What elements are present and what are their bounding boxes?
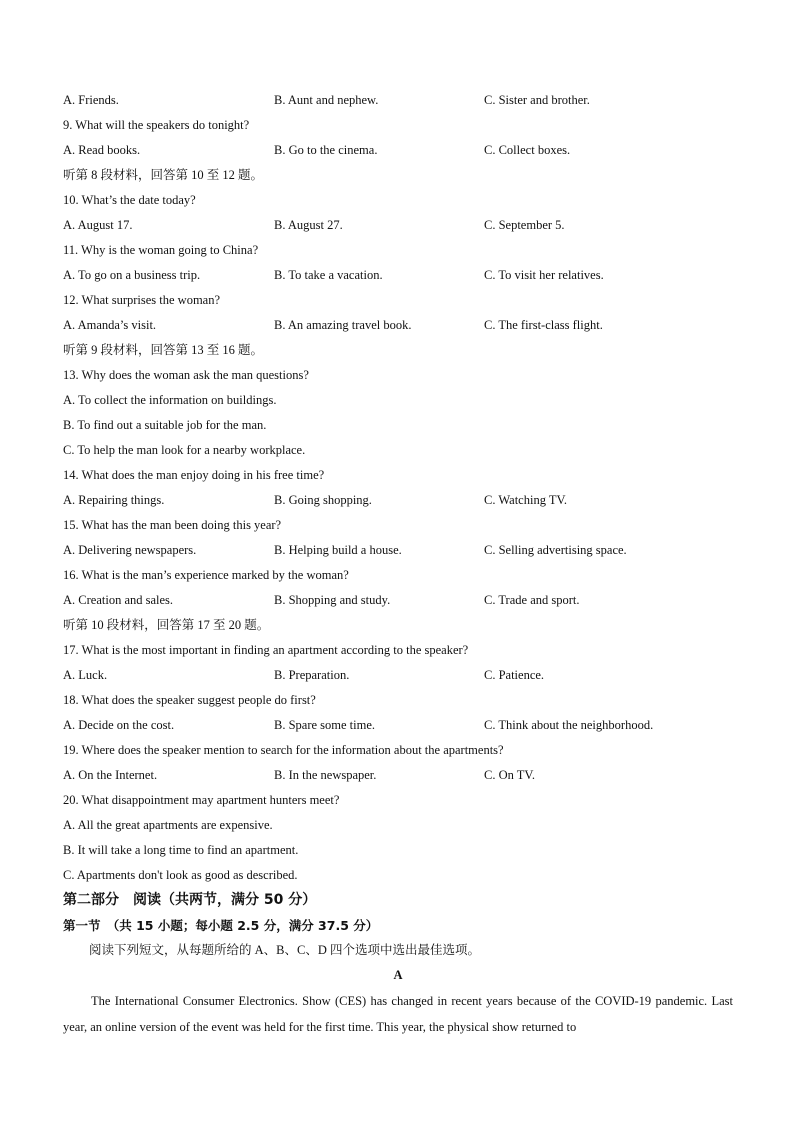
option-c: C. Trade and sport. <box>484 593 580 607</box>
q14-question: 14. What does the man enjoy doing in his free time? <box>63 468 325 482</box>
option-c: C. Watching TV. <box>484 493 568 507</box>
q19-question: 19. Where does the speaker mention to search for the information about the apartments? <box>63 743 504 757</box>
option-a: A. Amanda’s visit. <box>63 318 157 332</box>
option-c: C. Sister and brother. <box>484 93 590 107</box>
option-a: A. To go on a business trip. <box>63 268 201 282</box>
option-a: A. Luck. <box>63 668 108 682</box>
q12-options <box>63 313 733 338</box>
q9-options <box>63 138 733 163</box>
option-b: B. Aunt and nephew. <box>274 93 379 107</box>
option-c: C. Selling advertising space. <box>484 543 627 557</box>
passage-label: A <box>393 968 403 982</box>
option-c: C. The first-class flight. <box>484 318 603 332</box>
q13-option-b: B. To find out a suitable job for the man. <box>63 418 267 432</box>
section-10-instruction: 听第 10 段材料，回答第 17 至 20 题。 <box>63 618 270 632</box>
passage-paragraph: The International Consumer Electronics. Show (CES) has changed in recent years because of the COVID-19 pandemic. Last year, an online version of the event was held for the first time. This year, the physical show returned to <box>63 994 733 1034</box>
q18-options <box>63 713 733 738</box>
q10-question: 10. What’s the date today? <box>63 193 196 207</box>
q19-options <box>63 763 733 788</box>
option-a: A. Decide on the cost. <box>63 718 175 732</box>
option-b: B. Go to the cinema. <box>274 143 378 157</box>
q14-options <box>63 488 733 513</box>
q11-options <box>63 263 733 288</box>
part-2-heading: 第二部分 阅读（共两节，满分 50 分） <box>63 892 317 908</box>
q13-option-a: A. To collect the information on buildings. <box>63 393 277 407</box>
section-9-instruction: 听第 9 段材料，回答第 13 至 16 题。 <box>63 343 264 357</box>
option-b: B. Going shopping. <box>274 493 372 507</box>
q11-question: 11. Why is the woman going to China? <box>63 243 259 257</box>
option-b: B. Spare some time. <box>274 718 376 732</box>
option-c: C. To visit her relatives. <box>484 268 604 282</box>
option-b: B. Shopping and study. <box>274 593 391 607</box>
exam-page <box>63 88 733 1040</box>
q20-question: 20. What disappointment may apartment hunters meet? <box>63 793 340 807</box>
option-b: B. Preparation. <box>274 668 350 682</box>
q17-question: 17. What is the most important in finding an apartment according to the speaker? <box>63 643 469 657</box>
q20-option-c: C. Apartments don't look as good as described. <box>63 868 298 882</box>
option-a: A. On the Internet. <box>63 768 158 782</box>
reading-instruction: 阅读下列短文，从每题所给的 A、B、C、D 四个选项中选出最佳选项。 <box>89 943 480 957</box>
q16-options <box>63 588 733 613</box>
option-a: A. August 17. <box>63 218 133 232</box>
section-1-heading: 第一节 （共 15 小题；每小题 2.5 分，满分 37.5 分） <box>63 918 379 933</box>
q16-question: 16. What is the man’s experience marked by the woman? <box>63 568 349 582</box>
option-b: B. In the newspaper. <box>274 768 377 782</box>
option-a: A. Repairing things. <box>63 493 165 507</box>
option-b: B. An amazing travel book. <box>274 318 412 332</box>
option-c: C. September 5. <box>484 218 565 232</box>
option-a: A. Read books. <box>63 143 141 157</box>
q9-question: 9. What will the speakers do tonight? <box>63 118 250 132</box>
option-b: B. August 27. <box>274 218 343 232</box>
q13-option-c: C. To help the man look for a nearby workplace. <box>63 443 306 457</box>
q12-question: 12. What surprises the woman? <box>63 293 221 307</box>
option-c: C. Collect boxes. <box>484 143 571 157</box>
q18-question: 18. What does the speaker suggest people do first? <box>63 693 316 707</box>
q13-question: 13. Why does the woman ask the man questions? <box>63 368 309 382</box>
option-a: A. Delivering newspapers. <box>63 543 197 557</box>
q15-options <box>63 538 733 563</box>
option-a: A. Creation and sales. <box>63 593 174 607</box>
q8-options <box>63 88 733 113</box>
option-c: C. Think about the neighborhood. <box>484 718 654 732</box>
q15-question: 15. What has the man been doing this year? <box>63 518 282 532</box>
option-b: B. To take a vacation. <box>274 268 383 282</box>
option-a: A. Friends. <box>63 93 119 107</box>
section-8-instruction: 听第 8 段材料，回答第 10 至 12 题。 <box>63 168 264 182</box>
q20-option-b: B. It will take a long time to find an apartment. <box>63 843 299 857</box>
q20-option-a: A. All the great apartments are expensive. <box>63 818 273 832</box>
option-c: C. Patience. <box>484 668 545 682</box>
q17-options <box>63 663 733 688</box>
option-b: B. Helping build a house. <box>274 543 402 557</box>
q10-options <box>63 213 733 238</box>
option-c: C. On TV. <box>484 768 535 782</box>
